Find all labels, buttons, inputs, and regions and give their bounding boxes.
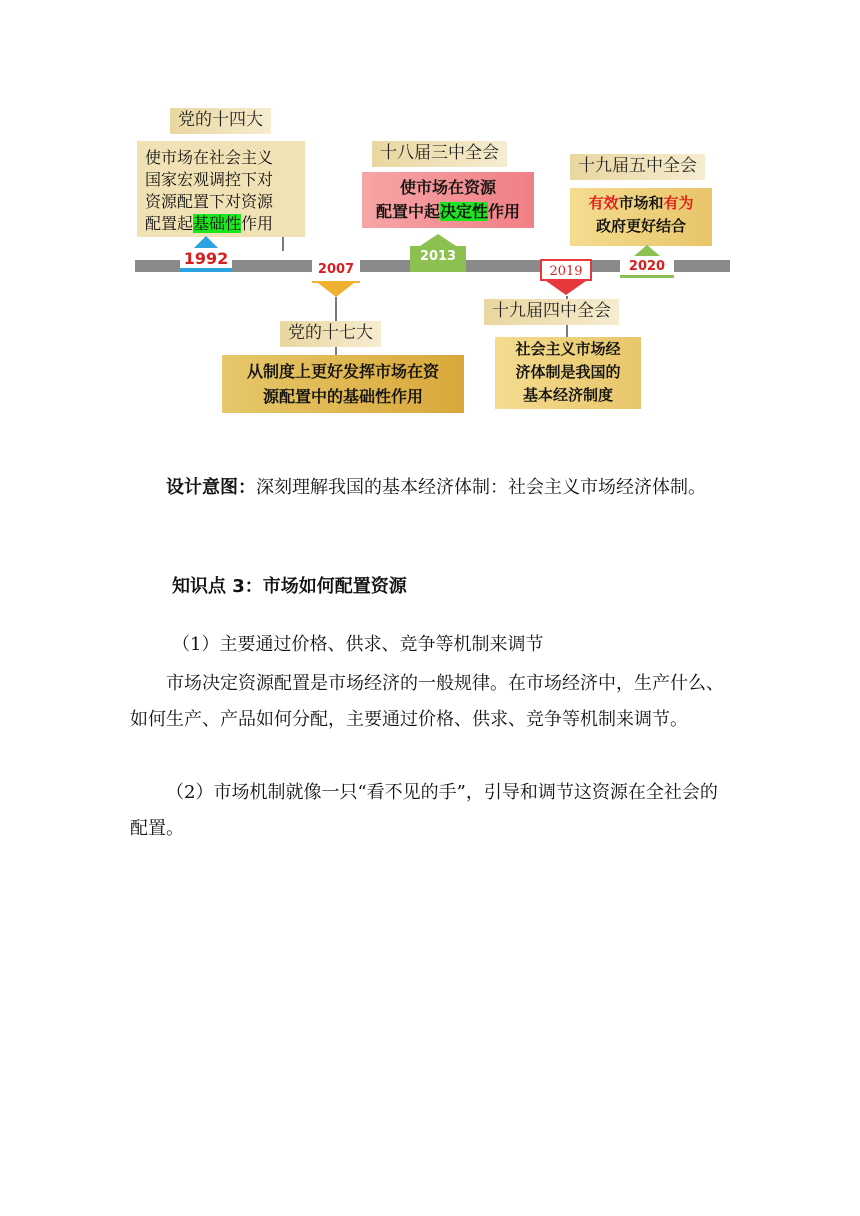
highlight-decisive-role: 决定性: [439, 202, 488, 221]
policy-timeline-diagram: [0, 0, 860, 430]
marker-2020-arrow: [634, 245, 660, 256]
event-2020-description: 有效市场和有为 政府更好结合: [570, 188, 712, 246]
marker-2007-arrow: [318, 283, 354, 297]
knowledge-point-heading: 知识点 3：市场如何配置资源: [172, 576, 407, 597]
highlight-basic-role: 基础性: [193, 214, 242, 233]
item-1: （1）主要通过价格、供求、竞争等机制来调节: [172, 634, 544, 655]
event-2007-title: 党的十七大: [280, 321, 381, 347]
event-2013-title: 十八届三中全会: [372, 141, 507, 167]
year-marker-1992: 1992: [180, 248, 232, 272]
event-1992-title: 党的十四大: [170, 108, 271, 134]
design-intent-label: 设计意图：: [166, 477, 256, 498]
year-marker-2019: 2019: [540, 259, 592, 281]
design-intent-text: 深刻理解我国的基本经济体制：社会主义市场经济体制。: [256, 477, 706, 498]
marker-1992-arrow: [194, 236, 218, 248]
event-2019-description: 社会主义市场经 济体制是我国的 基本经济制度: [495, 337, 641, 409]
marker-2013-arrow: [420, 234, 456, 246]
item-2: （2）市场机制就像一只“看不见的手”，引导和调节这资源在全社会的配置。: [130, 782, 718, 839]
event-2020-title: 十九届五中全会: [570, 154, 705, 180]
marker-2019-arrow: [546, 281, 586, 295]
event-2019-title: 十九届四中全会: [484, 299, 619, 325]
event-2013-description: 使市场在资源 配置中起决定性作用: [362, 172, 534, 228]
event-2007-description: 从制度上更好发挥市场在资 源配置中的基础性作用: [222, 355, 464, 413]
year-marker-2007: 2007: [312, 259, 360, 283]
event-1992-description: 使市场在社会主义 国家宏观调控下对 资源配置下对资源 配置起基础性作用: [137, 141, 305, 237]
event-1992-connector: [282, 237, 284, 251]
design-intent-paragraph: [130, 470, 730, 506]
year-marker-2013: 2013: [410, 246, 466, 272]
year-marker-2020: 2020: [620, 256, 674, 278]
paragraph-market-rule: 市场决定资源配置是市场经济的一般规律。在市场经济中，生产什么、如何生产、产品如何分配，主要通过价格、供求、竞争等机制来调节。: [130, 673, 724, 730]
